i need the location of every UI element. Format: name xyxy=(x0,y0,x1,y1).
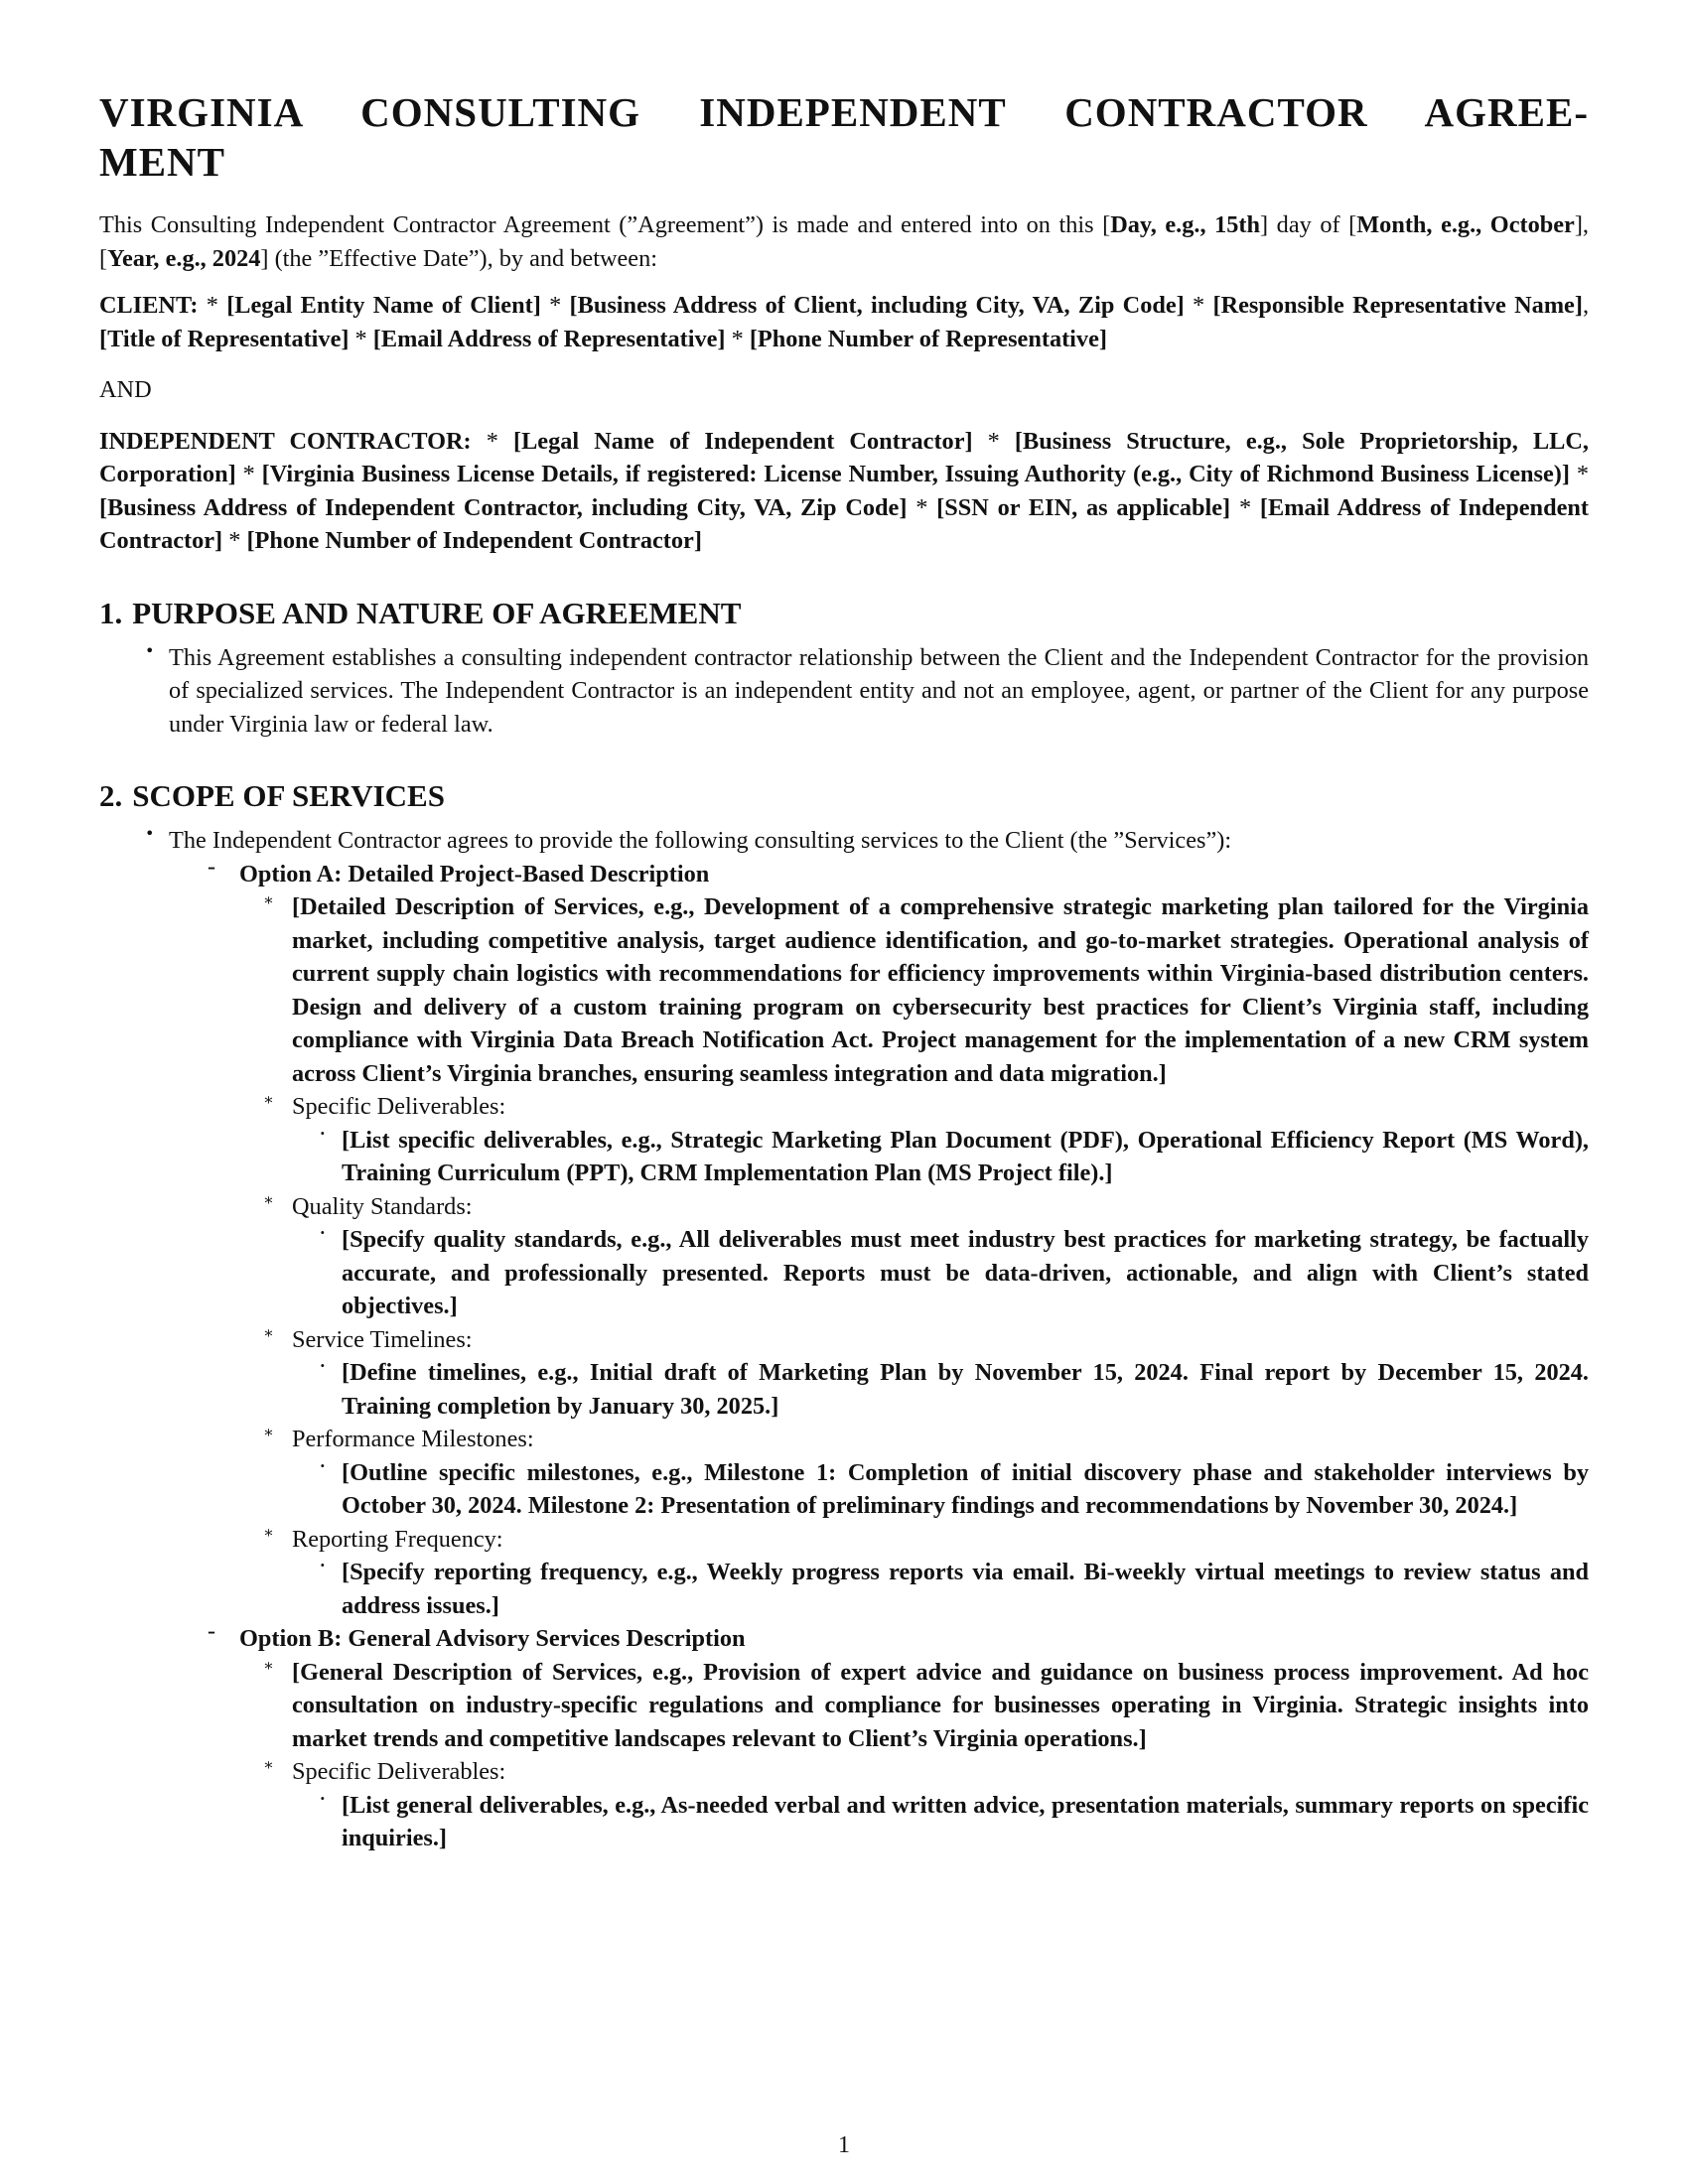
intro-text: ] (the ”Effective Date”), by and between: xyxy=(260,244,657,272)
client-block xyxy=(99,289,1589,355)
list-item xyxy=(312,1124,1589,1190)
reporting-label: Reporting Frequency: xyxy=(292,1525,503,1553)
client-address-field: [Business Address of Client, including City, VA, Zip Code] xyxy=(569,292,1185,319)
option-b-description: [General Description of Services, e.g., Provision of expert advice and guidance on business process improvement. Ad hoc consultation on industry-specific regulations and compliance for businesses operating in Virginia. Strategic insights into market trends and competitive landscapes relevant to Client’s Virginia operations.] xyxy=(292,1658,1589,1752)
deliverables-label: Specific Deliverables: xyxy=(292,1093,506,1120)
section-title: SCOPE OF SERVICES xyxy=(132,778,445,813)
deliverables-text: [List general deliverables, e.g., As-needed verbal and written advice, presentation materials, summary reports on specific inquiries.] xyxy=(342,1791,1589,1851)
list-item xyxy=(259,1523,1589,1623)
dash-icon: – xyxy=(208,857,215,877)
dash-icon: – xyxy=(208,1622,215,1641)
separator: * xyxy=(1576,461,1590,487)
page-number: 1 xyxy=(838,2132,850,2158)
contractor-block xyxy=(99,425,1589,558)
option-b-title: Option B: General Advisory Services Description xyxy=(239,1625,746,1652)
separator: * xyxy=(242,461,255,487)
list-item xyxy=(312,1789,1589,1855)
section-1-list xyxy=(99,641,1589,742)
list-item xyxy=(312,1556,1589,1622)
intro-text: ] day of [ xyxy=(1260,211,1357,238)
contractor-name-field: [Legal Name of Independent Contractor] xyxy=(513,427,973,455)
star-icon: ∗ xyxy=(263,1755,274,1774)
separator: * xyxy=(228,527,241,554)
section-number: 2. xyxy=(99,778,123,813)
sub-list xyxy=(312,1456,1589,1523)
contractor-ssn-field: [SSN or EIN, as applicable] xyxy=(936,493,1231,521)
client-label: CLIENT: xyxy=(99,292,199,319)
section-1-heading xyxy=(99,594,1589,633)
year-placeholder: Year, e.g., 2024 xyxy=(107,244,261,272)
options-list xyxy=(168,858,1589,1855)
sub-list xyxy=(312,1789,1589,1855)
contractor-structure-field: [Business Structure, e.g., Sole Proprietorship, LLC, Corporation] xyxy=(99,427,1589,487)
option-b-details xyxy=(259,1656,1589,1855)
timelines-text: [Define timelines, e.g., Initial draft of Marketing Plan by November 15, 2024. Final report by December 15, 2024. Training completion by January 30, 2025.] xyxy=(342,1359,1589,1420)
deliverables-text: [List specific deliverables, e.g., Strategic Marketing Plan Document (PDF), Operational Efficiency Report (MS Word), Training Curriculum (PPT), CRM Implementation Plan (MS Project file).] xyxy=(342,1126,1589,1186)
option-a-item xyxy=(208,858,1589,1623)
section-1-text: This Agreement establishes a consulting independent contractor relationship between the Client and the Independent Contractor for the provision of specialized services. The Independent Contractor is an independent entity and not an employee, agent, or partner of the Client for any purpose under Virginia law or federal law. xyxy=(169,643,1589,738)
list-item xyxy=(99,641,1589,742)
option-a-title: Option A: Detailed Project-Based Description xyxy=(239,860,710,887)
document-title-continued: MENT xyxy=(99,139,225,185)
client-rep-phone-field: [Phone Number of Representative] xyxy=(749,325,1107,352)
section-2-list xyxy=(99,824,1589,1855)
milestones-text: [Outline specific milestones, e.g., Milestone 1: Completion of initial discovery phase and stakeholder interviews by October 30, 2024. Milestone 2: Presentation of preliminary findings and recommendations by November 30, 2024.] xyxy=(342,1458,1589,1519)
section-title: PURPOSE AND NATURE OF AGREEMENT xyxy=(132,595,742,630)
quality-label: Quality Standards: xyxy=(292,1192,473,1220)
star-icon: ∗ xyxy=(263,1322,274,1342)
separator: , xyxy=(1582,292,1590,319)
contractor-email-field: [Email Address of Independent Contractor] xyxy=(99,493,1589,554)
section-number: 1. xyxy=(99,595,123,630)
separator: * xyxy=(486,427,498,455)
separator: * xyxy=(915,493,928,521)
star-icon: ∗ xyxy=(263,890,274,909)
dot-icon: · xyxy=(320,1223,326,1242)
sub-list xyxy=(312,1356,1589,1423)
deliverables-label: Specific Deliverables: xyxy=(292,1758,506,1785)
quality-text: [Specify quality standards, e.g., All deliverables must meet industry best practices for marketing strategy, be factually accurate, and professionally presented. Reports must be data-driven, actionable, and align with Client’s stated objectives.] xyxy=(342,1226,1589,1319)
list-item xyxy=(99,824,1589,1855)
dot-icon: · xyxy=(320,1123,326,1143)
and-separator: AND xyxy=(99,376,152,403)
sub-list xyxy=(312,1124,1589,1190)
dot-icon: · xyxy=(320,1455,326,1475)
star-icon: ∗ xyxy=(263,1189,274,1209)
list-item xyxy=(259,1323,1589,1424)
list-item xyxy=(259,890,1589,1090)
list-item xyxy=(259,1190,1589,1323)
section-2-text: The Independent Contractor agrees to provide the following consulting services to the Client (the ”Services”): xyxy=(169,827,1232,854)
section-2-heading xyxy=(99,776,1589,816)
list-item xyxy=(259,1423,1589,1523)
bullet-icon: • xyxy=(145,640,155,660)
client-name-field: [Legal Entity Name of Client] xyxy=(226,292,541,319)
list-item xyxy=(312,1356,1589,1423)
separator: * xyxy=(1193,292,1205,319)
client-rep-email-field: [Email Address of Representative] xyxy=(372,325,726,352)
separator: * xyxy=(549,292,562,319)
list-item xyxy=(312,1456,1589,1523)
intro-paragraph xyxy=(99,208,1589,275)
dot-icon: · xyxy=(320,1356,326,1375)
client-rep-name-field: [Responsible Representative Name] xyxy=(1212,292,1583,319)
document-page xyxy=(99,87,1589,1855)
star-icon: ∗ xyxy=(263,1090,274,1109)
dot-icon: · xyxy=(320,1788,326,1808)
separator: * xyxy=(731,325,744,352)
reporting-text: [Specify reporting frequency, e.g., Weekly progress reports via email. Bi-weekly virtual meetings to review status and address issues.] xyxy=(342,1559,1589,1619)
bullet-icon: • xyxy=(145,824,155,843)
list-item xyxy=(259,1755,1589,1855)
intro-text: This Consulting Independent Contractor Agreement (”Agreement”) is made and entered into on this [ xyxy=(99,211,1111,238)
sub-list xyxy=(312,1556,1589,1622)
option-a-details xyxy=(259,890,1589,1622)
contractor-license-field: [Virginia Business License Details, if registered: License Number, Issuing Authority (e.g., City of Richmond Business License)] xyxy=(261,461,1570,487)
option-a-description: [Detailed Description of Services, e.g., Development of a comprehensive strategic marketing plan tailored for the Virginia market, including competitive analysis, target audience identification, and go-to-market strategies. Operational analysis of current supply chain logistics with recommendations for efficiency improvements within Virginia-based distribution centers. Design and delivery of a custom training program on cybersecurity best practices for Client’s Virginia staff, including compliance with Virginia Data Breach Notification Act. Project management for the implementation of a new CRM system across Client’s Virginia branches, ensuring seamless integration and data migration.] xyxy=(292,893,1589,1087)
contractor-phone-field: [Phone Number of Independent Contractor] xyxy=(246,527,702,554)
separator: * xyxy=(987,427,1000,455)
contractor-label: INDEPENDENT CONTRACTOR: xyxy=(99,427,472,455)
separator: * xyxy=(1238,493,1252,521)
list-item xyxy=(259,1090,1589,1190)
client-rep-title-field: [Title of Representative] xyxy=(99,325,350,352)
option-b-item xyxy=(208,1622,1589,1855)
timelines-label: Service Timelines: xyxy=(292,1325,473,1353)
list-item xyxy=(312,1223,1589,1323)
milestones-label: Performance Milestones: xyxy=(292,1426,534,1452)
separator: * xyxy=(206,292,218,319)
star-icon: ∗ xyxy=(263,1655,274,1675)
day-placeholder: Day, e.g., 15th xyxy=(1110,211,1261,238)
intro-text: ], [ xyxy=(99,211,1589,272)
list-item xyxy=(259,1656,1589,1756)
dot-icon: · xyxy=(320,1556,326,1574)
star-icon: ∗ xyxy=(263,1522,274,1542)
document-title: VIRGINIA CONSULTING INDEPENDENT CONTRACTOR AGREE- xyxy=(99,89,1589,135)
month-placeholder: Month, e.g., October xyxy=(1356,211,1575,238)
sub-list xyxy=(312,1223,1589,1323)
separator: * xyxy=(354,325,367,352)
star-icon: ∗ xyxy=(263,1423,274,1441)
contractor-address-field: [Business Address of Independent Contractor, including City, VA, Zip Code] xyxy=(99,493,908,521)
